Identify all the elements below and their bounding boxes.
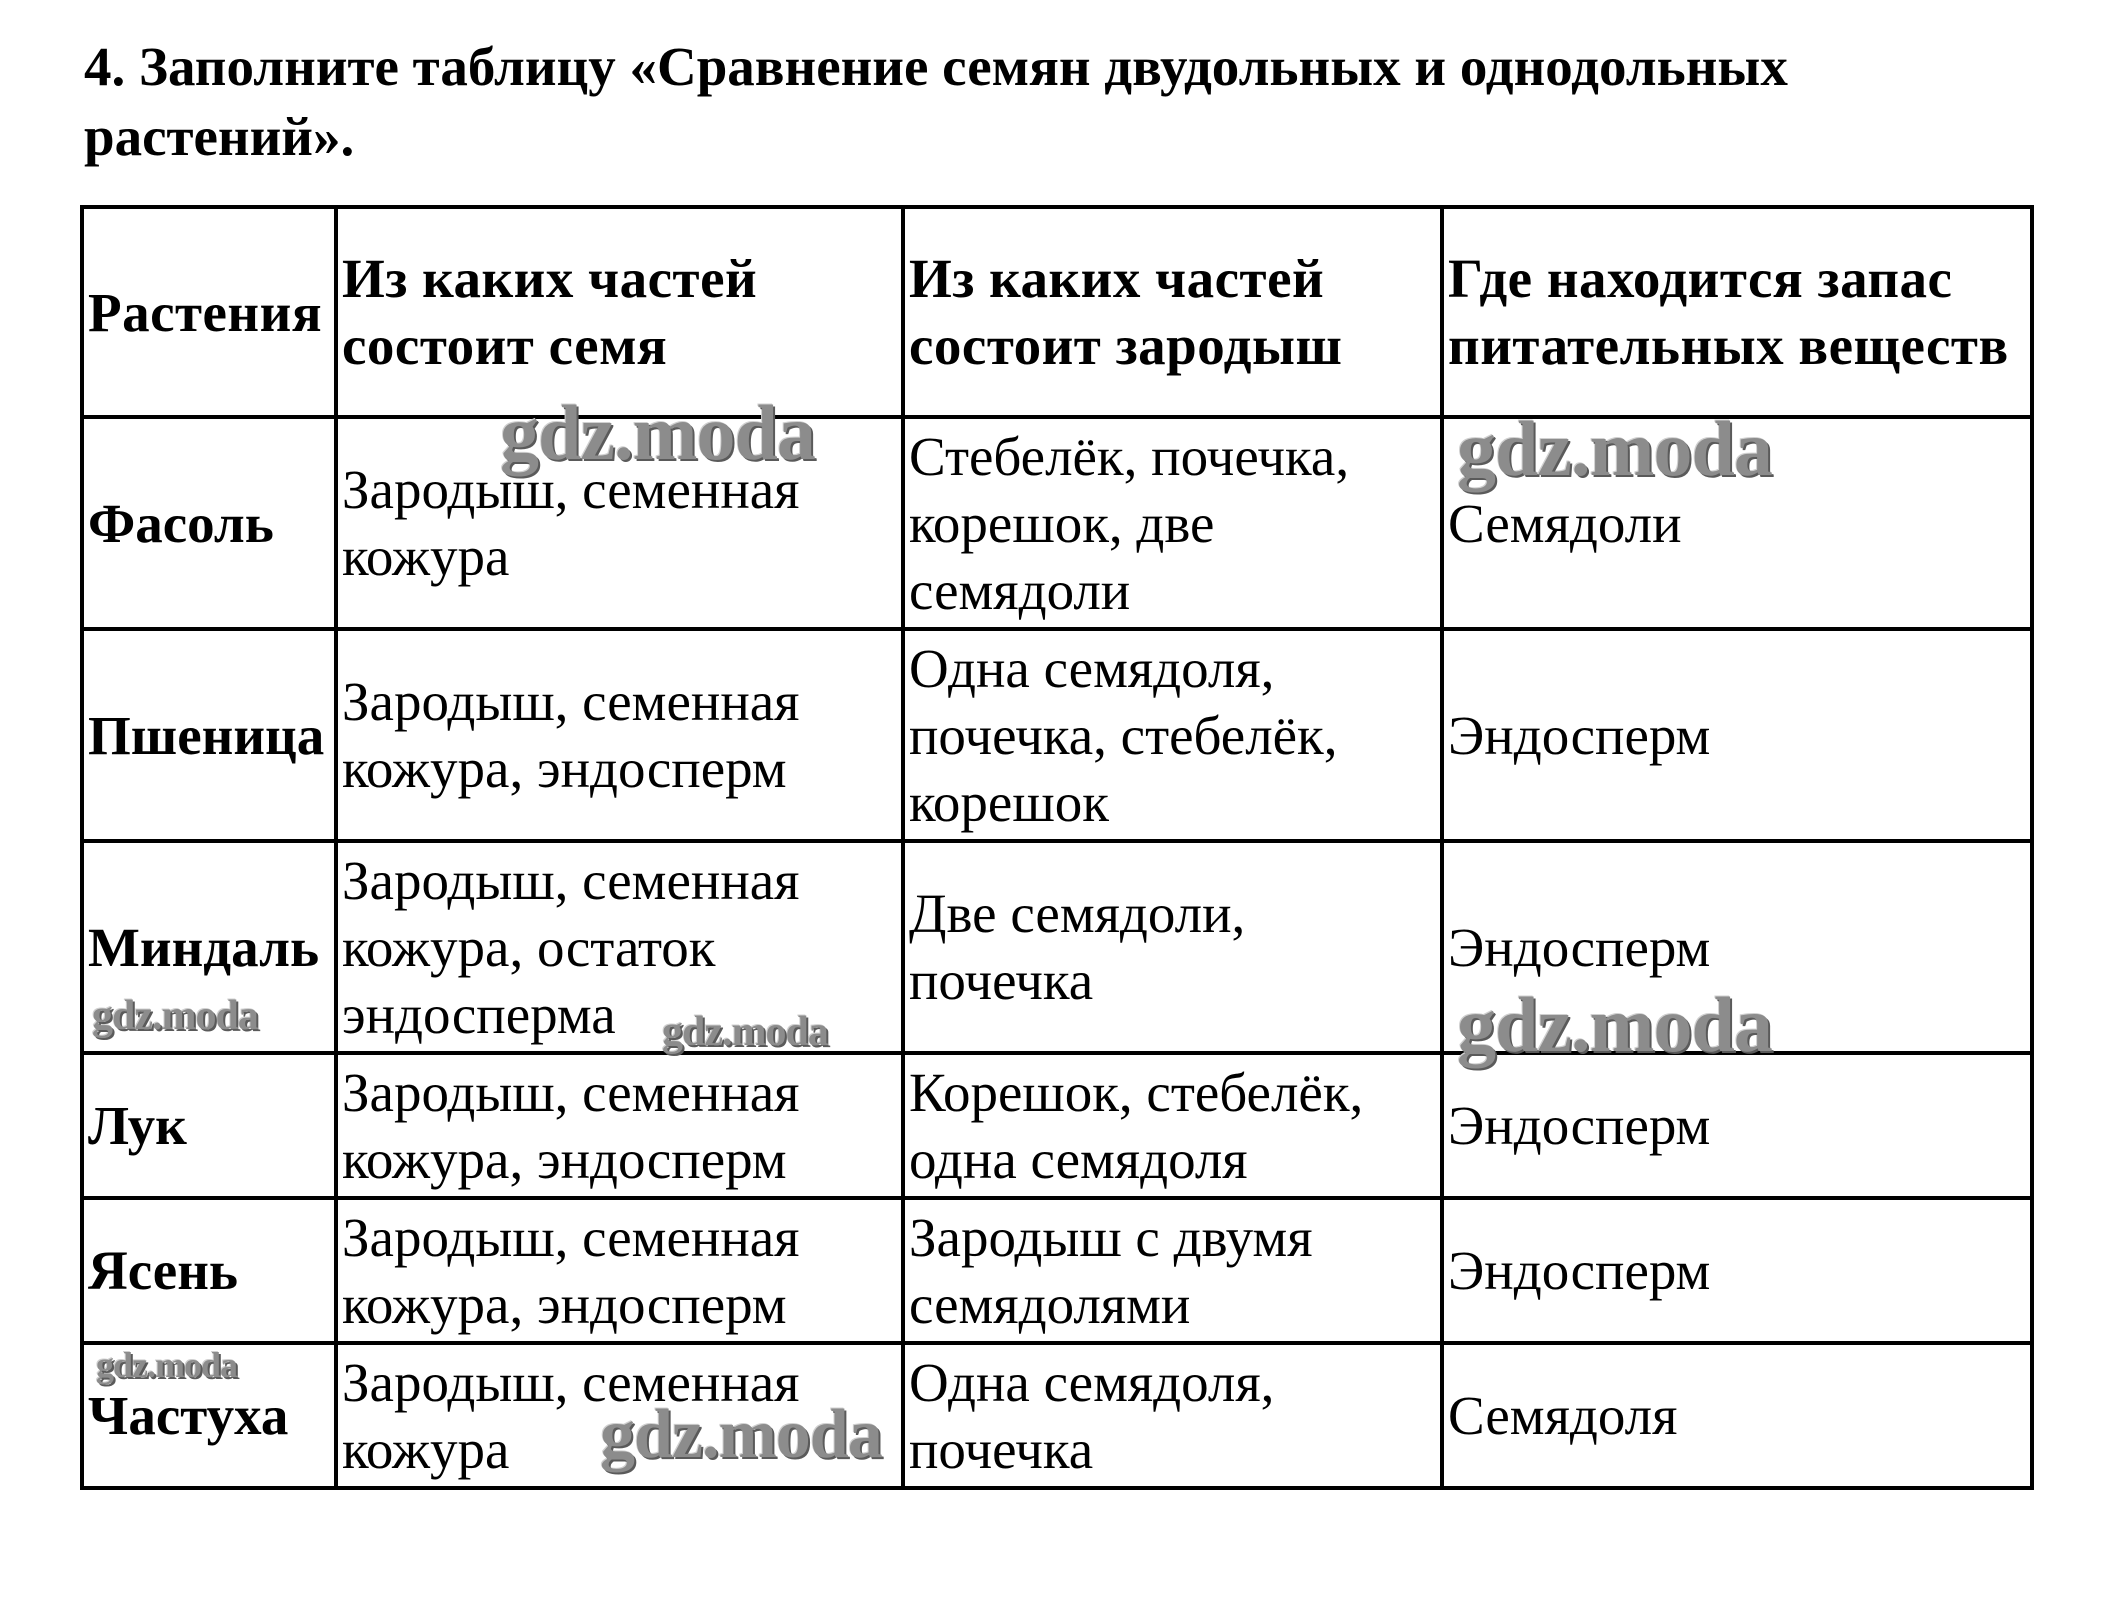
plant-name: Ясень xyxy=(82,1198,336,1343)
watermark: gdz.moda xyxy=(500,389,815,476)
nutrient-store-cell: Эндосперм xyxy=(1442,1053,2032,1198)
nutrient-store-cell: Эндосперм xyxy=(1442,841,2032,1053)
header-plants: Растения xyxy=(82,207,336,417)
plant-name: Фасоль xyxy=(82,417,336,629)
nutrient-store-cell: Эндосперм xyxy=(1442,1198,2032,1343)
nutrient-store-cell: Эндосперм xyxy=(1442,629,2032,841)
seed-parts-cell: Зародыш, семенная кожура, эндосперм xyxy=(336,1053,903,1198)
watermark: gdz.moda xyxy=(96,1345,238,1385)
embryo-parts-cell: Две семядоли, почечка xyxy=(903,841,1442,1053)
nutrient-store-cell: Семядоля xyxy=(1442,1343,2032,1488)
watermark: gdz.moda xyxy=(600,1396,882,1473)
nutrient-store-cell: Семядоли xyxy=(1442,417,2032,629)
seed-parts-cell: Зародыш, семенная кожура, эндосперм xyxy=(336,629,903,841)
table-row xyxy=(82,1343,2032,1488)
embryo-parts-cell: Зародыш с двумя семядолями xyxy=(903,1198,1442,1343)
header-seed-parts: Из каких частей состоит семя xyxy=(336,207,903,417)
plant-name: Пшеница xyxy=(82,629,336,841)
embryo-parts-cell: Одна семядоля, почечка, стебелёк, корешок xyxy=(903,629,1442,841)
header-embryo-parts: Из каких частей состоит зародыш xyxy=(903,207,1442,417)
watermark: gdz.moda xyxy=(1457,405,1772,492)
header-nutrient-store: Где находится запас питательных веществ xyxy=(1442,207,2032,417)
table-row xyxy=(82,1053,2032,1198)
task-title: 4. Заполните таблицу «Сравнение семян двудольных и однодольных растений». xyxy=(84,36,1788,167)
plant-name: Миндаль xyxy=(82,841,336,1053)
embryo-parts-cell: Стебелёк, почечка, корешок, две семядоли xyxy=(903,417,1442,629)
seed-parts-cell: Зародыш, семенная кожура, остаток эндосперма xyxy=(336,841,903,1053)
watermark: gdz.moda xyxy=(92,993,258,1039)
seed-parts-cell: Зародыш, семенная кожура xyxy=(336,1343,903,1488)
seed-comparison-table xyxy=(80,205,2034,1490)
plant-name: Частуха xyxy=(82,1343,336,1488)
table-header-row xyxy=(82,207,2032,417)
seed-parts-cell: Зародыш, семенная кожура, эндосперм xyxy=(336,1198,903,1343)
table-row xyxy=(82,629,2032,841)
table-row xyxy=(82,417,2032,629)
plant-name: Лук xyxy=(82,1053,336,1198)
embryo-parts-cell: Корешок, стебелёк, одна семядоля xyxy=(903,1053,1442,1198)
table-row xyxy=(82,1198,2032,1343)
watermark: gdz.moda xyxy=(1457,981,1772,1068)
embryo-parts-cell: Одна семядоля, почечка xyxy=(903,1343,1442,1488)
seed-parts-cell: Зародыш, семенная кожура xyxy=(336,417,903,629)
table-row xyxy=(82,841,2032,1053)
watermark: gdz.moda xyxy=(662,1009,828,1055)
